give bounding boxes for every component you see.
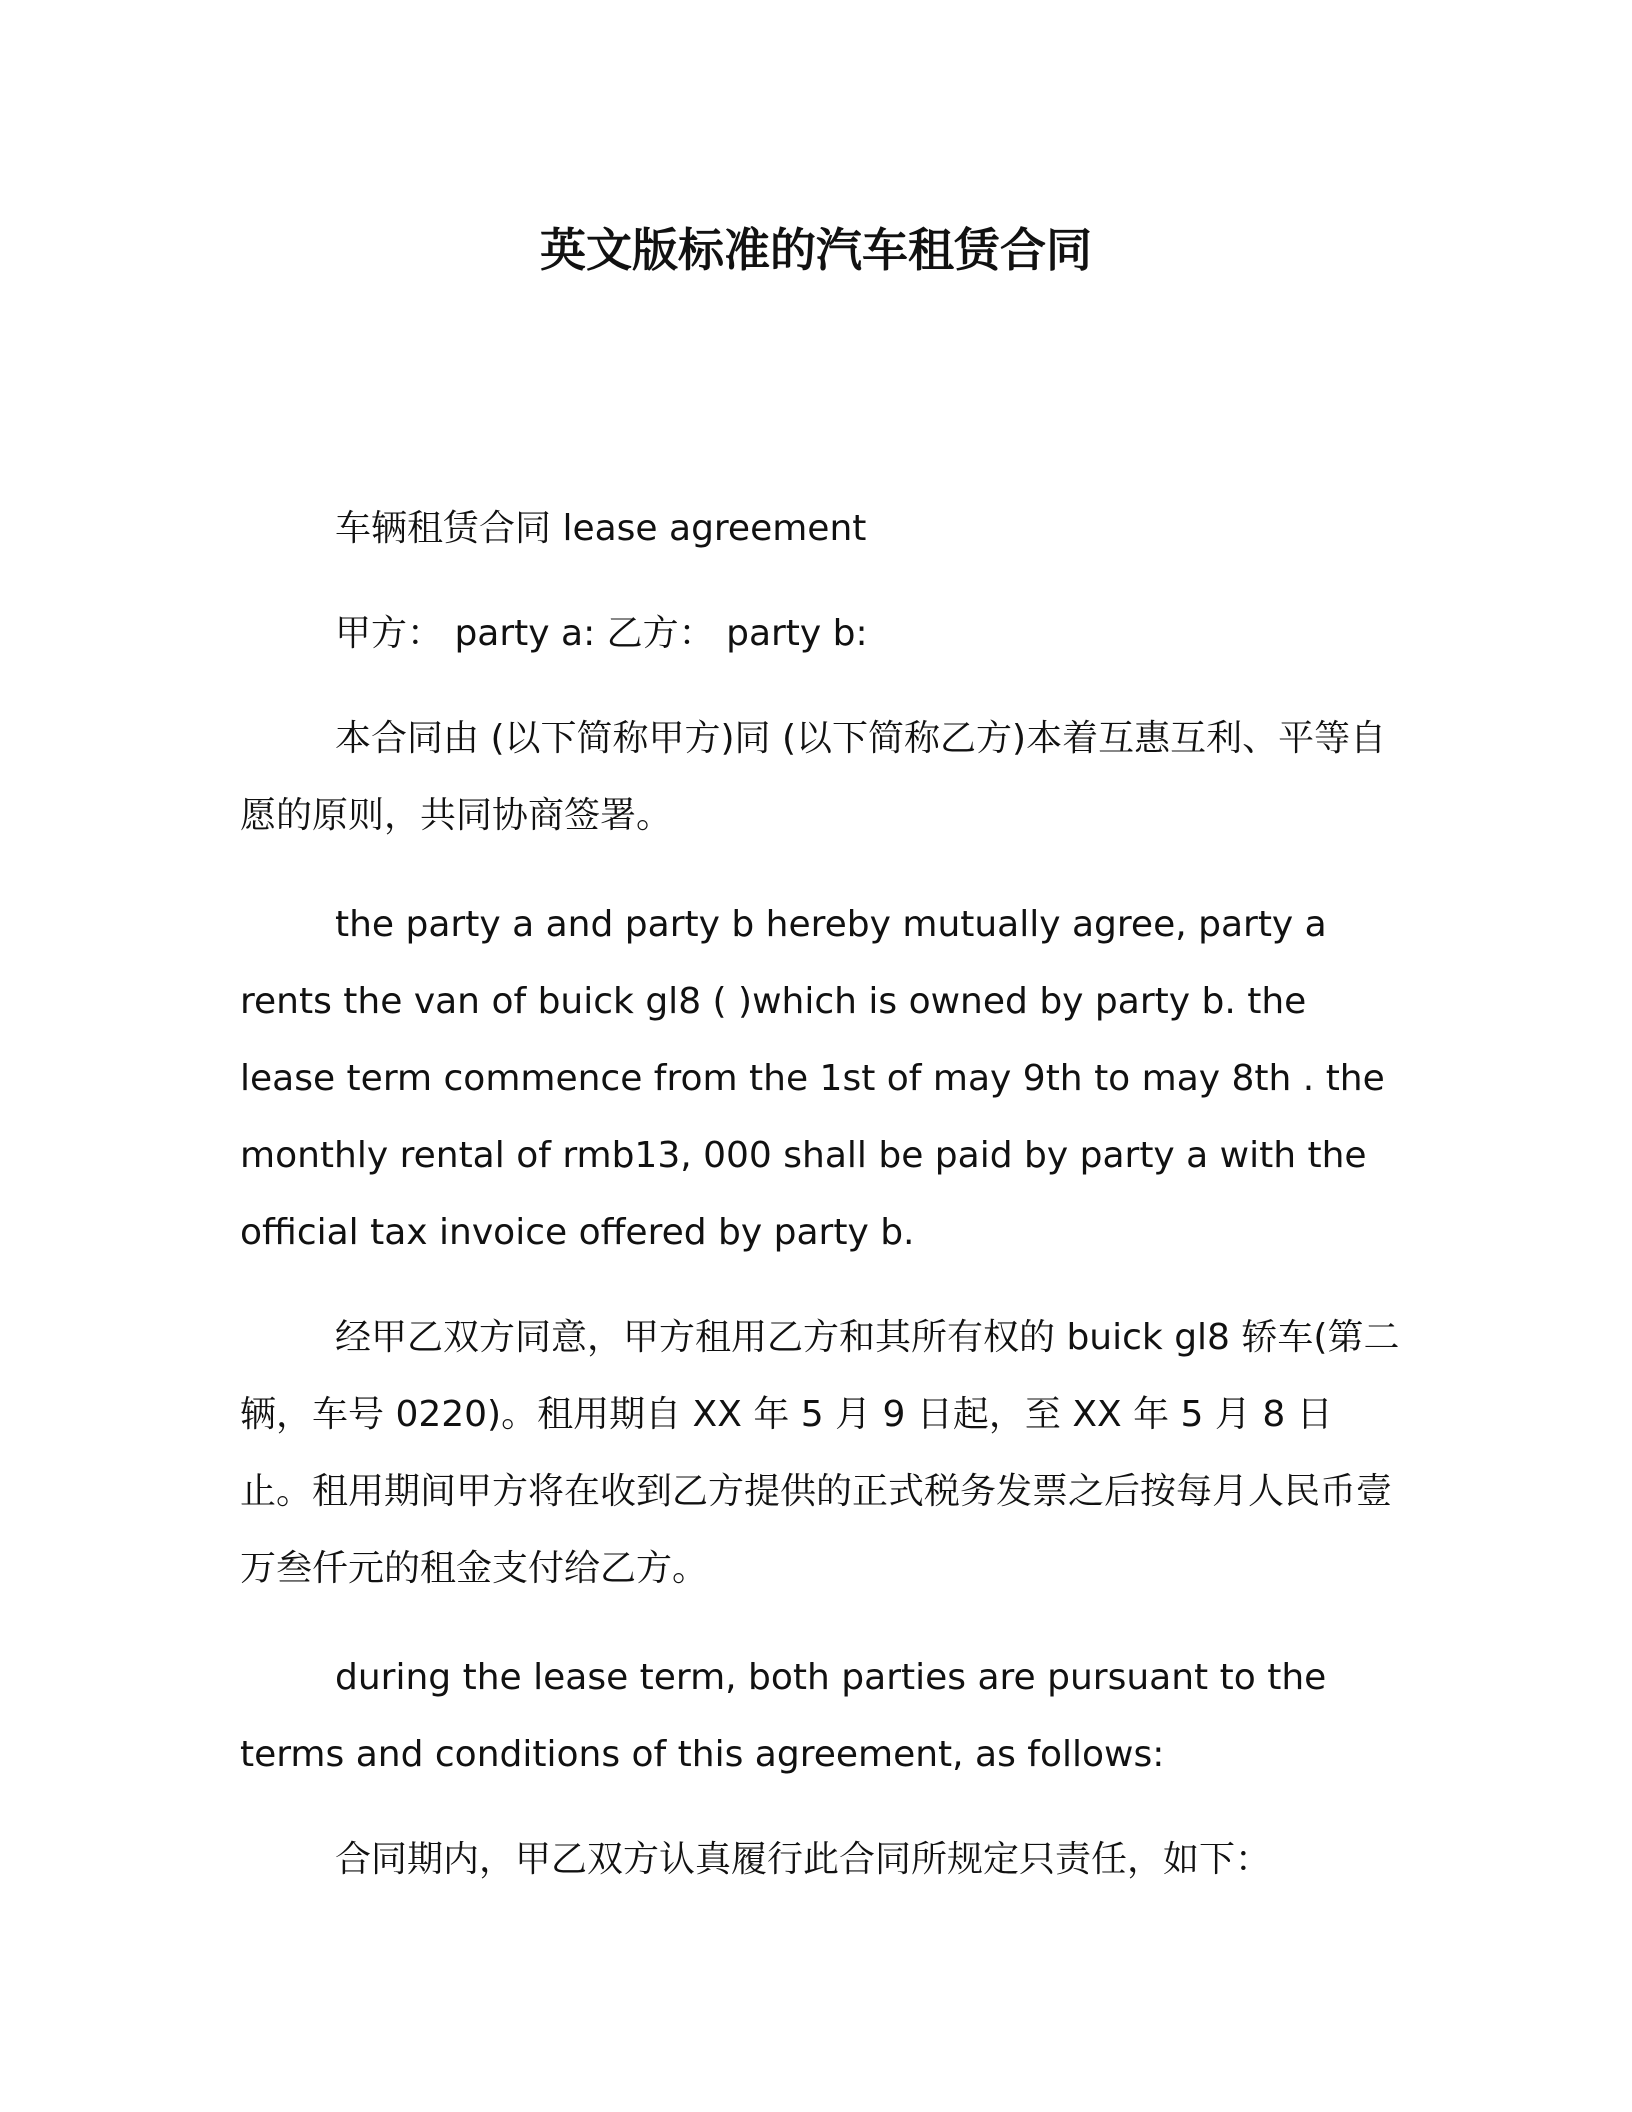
paragraph-conditions-en: during the lease term, both parties are pursuant to the terms and conditions of this agreement, as follows: <box>240 1657 1327 1775</box>
document-body <box>240 490 1400 1898</box>
paragraph-parties: 甲方： party a: 乙方： party b: <box>335 613 868 654</box>
paragraph-terms-en: the party a and party b hereby mutually agree, party a rents the van of buick gl8 ( )which is owned by party b. the lease term commence from the 1st of may 9th to may 8th . the monthly rental of rmb13, 000 shall be paid by party a with the official tax invoice offered by party b. <box>240 904 1385 1253</box>
paragraph-heading-lease-agreement: 车辆租赁合同 lease agreement <box>335 508 867 549</box>
document-title: 英文版标准的汽车租赁合同 <box>540 223 1092 277</box>
paragraph-terms-cn: 经甲乙双方同意，甲方租用乙方和其所有权的 buick gl8 轿车(第二辆，车号 0220)。租用期自 XX 年 5 月 9 日起，至 XX 年 5 月 8 日止。租用期间甲方将在收到乙方提供的正式税务发票之后按每月人民币壹万叁仟元的租金支付给乙方。 <box>240 1317 1400 1589</box>
paragraph-conditions-cn: 合同期内，甲乙双方认真履行此合同所规定只责任，如下： <box>335 1839 1272 1880</box>
paragraph-intro-cn: 本合同由 (以下简称甲方)同 (以下简称乙方)本着互惠互利、平等自愿的原则，共同协商签署。 <box>240 718 1387 836</box>
